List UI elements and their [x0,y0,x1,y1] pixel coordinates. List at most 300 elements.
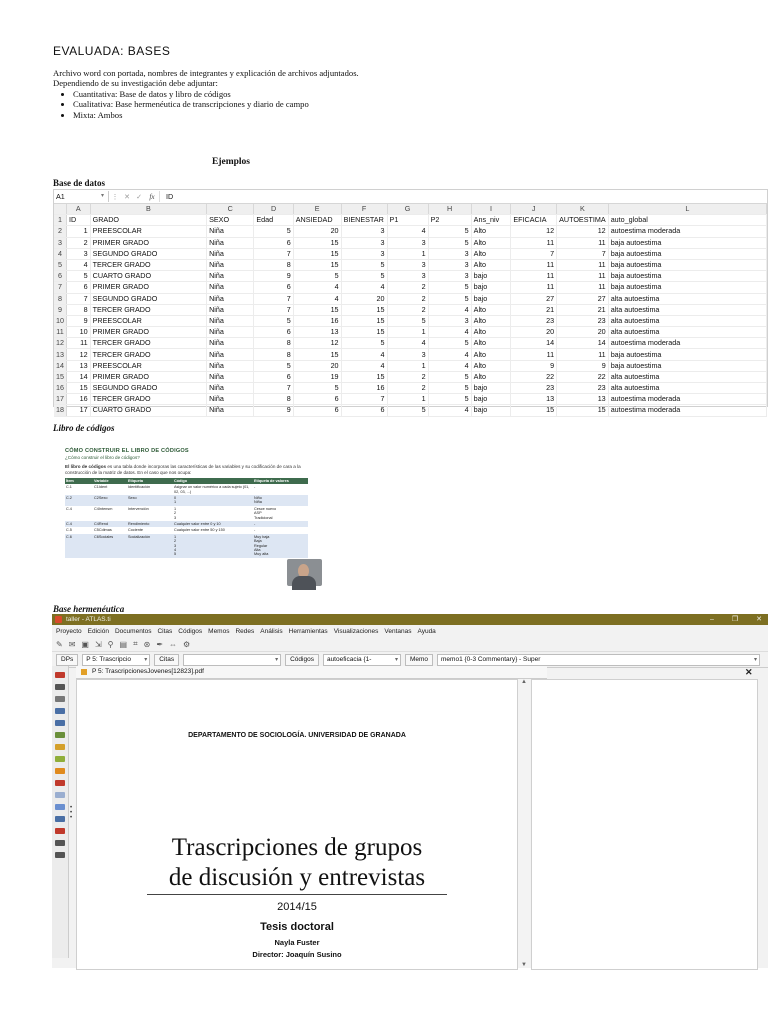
row-number[interactable]: 7 [54,282,67,293]
table-cell[interactable]: baja autoestima [608,248,766,259]
table-cell[interactable]: 13 [511,394,557,405]
tool-9-icon[interactable] [55,780,65,786]
formula-value[interactable]: ID [159,191,767,202]
table-cell[interactable]: 12 [67,349,91,360]
tool-12-icon[interactable] [55,816,65,822]
tool-3-icon[interactable] [55,708,65,714]
table-cell[interactable]: 13 [293,327,341,338]
table-cell[interactable]: 5 [428,383,471,394]
row-number[interactable]: 9 [54,304,67,315]
table-cell[interactable]: 5 [254,226,293,237]
zoom-out-icon[interactable] [55,852,65,858]
tool-1-icon[interactable] [55,672,65,678]
table-cell[interactable]: Alto [471,226,511,237]
table-cell[interactable]: 4 [341,282,387,293]
table-cell[interactable]: 14 [511,338,557,349]
table-cell[interactable]: 6 [293,405,341,416]
tool-2-icon[interactable] [55,696,65,702]
table-cell[interactable]: 4 [428,349,471,360]
table-cell[interactable]: TERCER GRADO [90,259,206,270]
maximize-icon[interactable]: ❐ [731,616,739,623]
print-icon[interactable]: ▤ [119,639,128,649]
dps-button[interactable]: DPs [56,654,78,666]
table-cell[interactable]: 9 [67,315,91,326]
table-cell[interactable]: Alto [471,349,511,360]
table-cell[interactable]: 15 [293,304,341,315]
table-cell[interactable]: SEXO [207,215,254,226]
table-cell[interactable]: 10 [67,327,91,338]
memo-button[interactable]: Memo [405,654,433,666]
table-cell[interactable]: Alto [471,327,511,338]
chevron-down-icon[interactable]: ▾ [100,193,104,199]
table-cell[interactable]: 11 [511,271,557,282]
table-cell[interactable]: 5 [428,371,471,382]
table-cell[interactable]: Alto [471,360,511,371]
table-cell[interactable]: 15 [511,405,557,416]
table-cell[interactable]: CUARTO GRADO [90,271,206,282]
table-cell[interactable]: 23 [557,315,609,326]
row-number[interactable]: 4 [54,248,67,259]
table-cell[interactable]: 5 [387,315,428,326]
table-cell[interactable]: 13 [557,394,609,405]
table-cell[interactable]: PREESCOLAR [90,226,206,237]
table-cell[interactable]: 8 [254,259,293,270]
row-number[interactable]: 17 [54,394,67,405]
table-cell[interactable]: 4 [428,360,471,371]
table-cell[interactable]: Niña [207,338,254,349]
table-cell[interactable]: 6 [254,237,293,248]
tool-4-icon[interactable] [55,720,65,726]
table-cell[interactable]: Niña [207,371,254,382]
table-cell[interactable]: 6 [254,282,293,293]
column-header[interactable]: H [428,204,471,215]
table-cell[interactable]: 3 [341,237,387,248]
row-number[interactable]: 14 [54,360,67,371]
import-icon[interactable]: ⇲ [94,639,102,649]
table-cell[interactable]: 3 [428,315,471,326]
table-cell[interactable]: 6 [254,327,293,338]
table-cell[interactable]: 4 [428,405,471,416]
vertical-scrollbar[interactable] [517,679,530,968]
table-cell[interactable]: 8 [67,304,91,315]
table-cell[interactable]: 1 [387,327,428,338]
table-cell[interactable]: 5 [428,237,471,248]
table-cell[interactable]: baja autoestima [608,271,766,282]
table-cell[interactable]: 21 [511,304,557,315]
table-cell[interactable]: 2 [387,371,428,382]
link-icon[interactable]: ⇔ [169,639,178,649]
table-cell[interactable]: 7 [254,293,293,304]
table-cell[interactable]: 5 [387,405,428,416]
column-header[interactable]: C [207,204,254,215]
column-header[interactable]: B [90,204,206,215]
menu-item-proyecto[interactable]: Proyecto [56,627,82,635]
table-cell[interactable]: CUARTO GRADO [90,405,206,416]
table-cell[interactable]: Alto [471,248,511,259]
tool-11-icon[interactable] [55,804,65,810]
zoom-in-icon[interactable] [55,840,65,846]
table-cell[interactable]: 3 [67,248,91,259]
menu-item-herramientas[interactable]: Herramientas [288,627,328,635]
tool-10-icon[interactable] [55,792,65,798]
tool-icon[interactable]: ⚙ [183,639,191,649]
table-cell[interactable]: Ans_niv [471,215,511,226]
table-cell[interactable]: baja autoestima [608,360,766,371]
table-cell[interactable]: 23 [511,315,557,326]
table-cell[interactable]: autoestima moderada [608,394,766,405]
table-cell[interactable]: Niña [207,248,254,259]
table-cell[interactable]: 14 [557,338,609,349]
table-cell[interactable]: ID [67,215,91,226]
table-cell[interactable]: 5 [293,271,341,282]
table-cell[interactable]: Niña [207,315,254,326]
scroll-up-icon[interactable]: ▲ [521,679,527,685]
table-cell[interactable]: SEGUNDO GRADO [90,383,206,394]
table-cell[interactable]: 1 [387,394,428,405]
table-cell[interactable]: 16 [293,315,341,326]
table-cell[interactable]: 7 [254,383,293,394]
table-cell[interactable]: 4 [341,349,387,360]
table-cell[interactable]: 3 [341,248,387,259]
table-cell[interactable]: autoestima moderada [608,405,766,416]
table-cell[interactable]: alta autoestima [608,293,766,304]
table-cell[interactable]: 2 [67,237,91,248]
table-cell[interactable]: Niña [207,271,254,282]
citas-button[interactable]: Citas [154,654,179,666]
row-number[interactable]: 8 [54,293,67,304]
table-cell[interactable]: PRIMER GRADO [90,282,206,293]
table-cell[interactable]: bajo [471,405,511,416]
table-cell[interactable]: GRADO [90,215,206,226]
tool-13-icon[interactable] [55,828,65,834]
table-cell[interactable]: 3 [387,271,428,282]
table-cell[interactable]: PRIMER GRADO [90,327,206,338]
table-cell[interactable]: Alto [471,315,511,326]
table-cell[interactable]: 2 [387,282,428,293]
memo-select[interactable] [437,654,760,666]
table-cell[interactable]: 9 [254,271,293,282]
table-cell[interactable]: 4 [428,327,471,338]
table-cell[interactable]: 2 [387,304,428,315]
table-cell[interactable]: 3 [428,271,471,282]
table-cell[interactable]: 5 [428,293,471,304]
row-number[interactable]: 11 [54,327,67,338]
table-cell[interactable]: 5 [428,338,471,349]
table-cell[interactable]: 7 [254,248,293,259]
new-icon[interactable]: ✎ [56,639,63,649]
table-cell[interactable]: 11 [511,237,557,248]
table-cell[interactable]: BIENESTAR [341,215,387,226]
tool-5-icon[interactable] [55,732,65,738]
table-cell[interactable]: Alto [471,338,511,349]
column-header[interactable]: G [387,204,428,215]
table-cell[interactable]: EFICACIA [511,215,557,226]
row-number[interactable]: 2 [54,226,67,237]
table-cell[interactable]: bajo [471,394,511,405]
tool-6-icon[interactable] [55,744,65,750]
menu-item-codigos[interactable]: Códigos [178,627,203,635]
table-cell[interactable]: 5 [428,282,471,293]
table-cell[interactable]: 7 [557,248,609,259]
table-cell[interactable]: 4 [387,338,428,349]
table-cell[interactable]: baja autoestima [608,282,766,293]
table-cell[interactable]: 6 [341,405,387,416]
close-icon[interactable]: ✕ [756,616,762,623]
table-cell[interactable]: 23 [557,383,609,394]
table-cell[interactable]: Niña [207,383,254,394]
table-cell[interactable]: 11 [557,271,609,282]
table-cell[interactable]: 6 [254,371,293,382]
table-cell[interactable]: 5 [341,338,387,349]
table-cell[interactable]: 15 [67,383,91,394]
table-cell[interactable]: Niña [207,304,254,315]
check-icon[interactable]: ✓ [136,193,142,201]
table-cell[interactable]: PRIMER GRADO [90,371,206,382]
table-cell[interactable]: Niña [207,360,254,371]
table-cell[interactable]: 11 [511,282,557,293]
document-tab[interactable] [76,666,547,679]
table-cell[interactable]: ANSIEDAD [293,215,341,226]
search-icon[interactable]: ⚲ [107,639,114,649]
table-cell[interactable]: 5 [67,271,91,282]
row-number[interactable]: 15 [54,371,67,382]
table-cell[interactable]: AUTOESTIMA [557,215,609,226]
table-cell[interactable]: 2 [387,383,428,394]
table-cell[interactable]: 22 [511,371,557,382]
table-cell[interactable]: 3 [341,226,387,237]
table-cell[interactable]: Niña [207,226,254,237]
table-cell[interactable]: 15 [293,237,341,248]
menu-item-memos[interactable]: Memos [208,627,230,635]
tool-8-icon[interactable] [55,768,65,774]
table-cell[interactable]: Niña [207,259,254,270]
table-cell[interactable]: 5 [428,226,471,237]
name-box[interactable] [54,191,109,202]
row-number[interactable]: 18 [54,405,67,416]
table-cell[interactable]: 12 [511,226,557,237]
table-cell[interactable]: 16 [67,394,91,405]
table-cell[interactable]: autoestima moderada [608,226,766,237]
table-cell[interactable]: TERCER GRADO [90,338,206,349]
table-cell[interactable]: 3 [428,259,471,270]
table-cell[interactable]: 27 [511,293,557,304]
table-cell[interactable]: Niña [207,293,254,304]
table-cell[interactable]: 8 [254,349,293,360]
table-cell[interactable]: 12 [293,338,341,349]
table-cell[interactable]: PREESCOLAR [90,315,206,326]
table-cell[interactable]: 11 [557,282,609,293]
table-cell[interactable]: bajo [471,282,511,293]
network-icon[interactable]: ⊛ [143,639,151,649]
table-cell[interactable]: Niña [207,405,254,416]
menu-item-ayuda[interactable]: Ayuda [417,627,436,635]
menu-item-edicion[interactable]: Edición [87,627,109,635]
table-cell[interactable]: 4 [67,259,91,270]
column-header[interactable] [54,204,67,215]
table-cell[interactable]: 5 [341,271,387,282]
table-cell[interactable]: 5 [254,315,293,326]
row-number[interactable]: 10 [54,315,67,326]
table-cell[interactable]: Niña [207,349,254,360]
table-cell[interactable]: 1 [387,248,428,259]
table-cell[interactable]: 15 [341,304,387,315]
table-cell[interactable]: Alto [471,259,511,270]
table-cell[interactable]: 7 [67,293,91,304]
splitter-handle[interactable]: • • • [70,805,73,821]
table-cell[interactable]: 4 [341,360,387,371]
table-cell[interactable]: Alto [471,237,511,248]
table-cell[interactable]: Alto [471,304,511,315]
column-header[interactable]: J [511,204,557,215]
table-cell[interactable]: P2 [428,215,471,226]
table-cell[interactable]: 11 [511,259,557,270]
table-cell[interactable]: 5 [341,259,387,270]
table-cell[interactable]: P1 [387,215,428,226]
table-cell[interactable]: bajo [471,293,511,304]
menu-item-analisis[interactable]: Análisis [260,627,283,635]
menu-item-documentos[interactable]: Documentos [114,627,152,635]
table-cell[interactable]: Niña [207,237,254,248]
table-cell[interactable]: bajo [471,383,511,394]
table-cell[interactable]: 11 [557,237,609,248]
table-cell[interactable]: baja autoestima [608,237,766,248]
menu-item-visualizaciones[interactable]: Visualizaciones [333,627,379,635]
table-cell[interactable]: 1 [387,360,428,371]
table-cell[interactable]: 7 [254,304,293,315]
table-cell[interactable]: TERCER GRADO [90,394,206,405]
table-cell[interactable]: 11 [511,349,557,360]
table-cell[interactable]: 20 [293,360,341,371]
table-cell[interactable]: 4 [293,293,341,304]
table-cell[interactable]: auto_global [608,215,766,226]
row-number[interactable]: 3 [54,237,67,248]
column-header[interactable]: F [341,204,387,215]
table-cell[interactable]: baja autoestima [608,259,766,270]
table-cell[interactable]: 14 [67,371,91,382]
table-cell[interactable]: autoestima moderada [608,338,766,349]
table-cell[interactable]: 4 [293,282,341,293]
table-cell[interactable]: 27 [557,293,609,304]
comment-icon[interactable]: ✉ [68,639,76,649]
table-cell[interactable]: baja autoestima [608,349,766,360]
column-header[interactable]: L [608,204,766,215]
table-cell[interactable]: Niña [207,394,254,405]
table-cell[interactable]: 4 [387,226,428,237]
table-cell[interactable]: 7 [341,394,387,405]
table-cell[interactable]: TERCER GRADO [90,349,206,360]
table-cell[interactable]: 15 [341,371,387,382]
memo-pane[interactable] [531,679,758,970]
menu-item-ventanas[interactable]: Ventanas [384,627,412,635]
table-cell[interactable]: 8 [254,394,293,405]
table-cell[interactable]: 6 [67,282,91,293]
row-number[interactable]: 6 [54,271,67,282]
table-cell[interactable]: alta autoestima [608,383,766,394]
minimize-icon[interactable]: – [709,616,714,623]
citas-select[interactable] [183,654,281,666]
table-cell[interactable]: alta autoestima [608,315,766,326]
table-cell[interactable]: Niña [207,282,254,293]
pen-icon[interactable]: ✒ [156,639,164,649]
table-cell[interactable]: TERCER GRADO [90,304,206,315]
table-cell[interactable]: Alto [471,371,511,382]
table-cell[interactable]: 9 [254,405,293,416]
table-cell[interactable]: 9 [557,360,609,371]
table-cell[interactable]: 3 [387,259,428,270]
table-cell[interactable]: Edad [254,215,293,226]
table-cell[interactable]: 20 [341,293,387,304]
menu-item-citas[interactable]: Citas [157,627,173,635]
table-cell[interactable]: 15 [293,259,341,270]
table-cell[interactable]: SEGUNDO GRADO [90,248,206,259]
column-header[interactable]: K [557,204,609,215]
table-cell[interactable]: 20 [557,327,609,338]
row-number[interactable]: 12 [54,338,67,349]
table-cell[interactable]: 17 [67,405,91,416]
query-icon[interactable]: ⌗ [133,639,138,648]
table-cell[interactable]: 3 [387,237,428,248]
table-cell[interactable]: 16 [341,383,387,394]
table-cell[interactable]: PREESCOLAR [90,360,206,371]
table-cell[interactable]: 12 [557,226,609,237]
table-cell[interactable]: 22 [557,371,609,382]
table-cell[interactable]: 23 [511,383,557,394]
column-header[interactable]: E [293,204,341,215]
table-cell[interactable]: 15 [557,405,609,416]
table-cell[interactable]: PRIMER GRADO [90,237,206,248]
cancel-icon[interactable]: ✕ [124,193,130,201]
column-header[interactable]: I [471,204,511,215]
fx-icon[interactable]: fx [149,192,155,201]
codigos-button[interactable]: Códigos [285,654,319,666]
table-cell[interactable]: 11 [67,338,91,349]
table-cell[interactable]: 4 [428,304,471,315]
close-pane-icon[interactable]: ✕ [745,667,753,677]
table-cell[interactable]: 20 [511,327,557,338]
table-cell[interactable]: 11 [557,259,609,270]
table-cell[interactable]: 6 [293,394,341,405]
table-cell[interactable]: 2 [387,293,428,304]
table-cell[interactable]: 13 [67,360,91,371]
document-select[interactable] [82,654,150,666]
table-cell[interactable]: 11 [557,349,609,360]
table-cell[interactable]: alta autoestima [608,371,766,382]
row-number[interactable]: 5 [54,259,67,270]
table-cell[interactable]: SEGUNDO GRADO [90,293,206,304]
row-number[interactable]: 16 [54,383,67,394]
table-cell[interactable]: 3 [428,248,471,259]
table-cell[interactable]: 3 [387,349,428,360]
table-cell[interactable]: 5 [293,383,341,394]
menu-item-redes[interactable]: Redes [235,627,255,635]
table-cell[interactable]: 15 [341,327,387,338]
table-cell[interactable]: 15 [293,248,341,259]
column-header[interactable]: D [254,204,293,215]
table-cell[interactable]: 19 [293,371,341,382]
table-cell[interactable]: 20 [293,226,341,237]
column-header[interactable]: A [67,204,91,215]
tool-7-icon[interactable] [55,756,65,762]
table-cell[interactable]: 9 [511,360,557,371]
code-select[interactable] [323,654,401,666]
table-cell[interactable]: alta autoestima [608,327,766,338]
table-cell[interactable]: 15 [341,315,387,326]
table-cell[interactable]: bajo [471,271,511,282]
table-cell[interactable]: 5 [254,360,293,371]
table-cell[interactable]: 7 [511,248,557,259]
row-number[interactable]: 13 [54,349,67,360]
table-cell[interactable]: 5 [428,394,471,405]
